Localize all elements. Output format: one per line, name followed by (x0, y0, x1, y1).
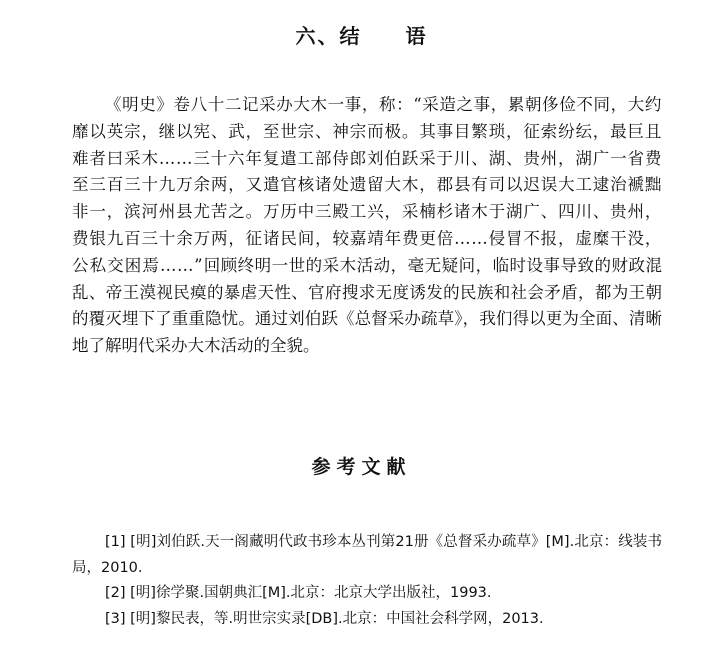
reference-item: [3] [明]黎民表，等.明世宗实录[DB].北京：中国社会科学网，2013. (105, 610, 544, 627)
history-quotation: 《明史》卷八十二记采办大木一事，称：“采造之事，累朝侈俭不同，大约靡以英宗，继以宪、武，至世宗、神宗而极。其事目繁琐，征索纷纭，最巨且难者曰采木……三十六年复遣工部侍郎刘伯跃采于川、湖、贵州，湖广一省费至三百三十九万余两，又遣官核诸处遗留大木，郡县有司以迟误大工逮治褫黜非一，滨河州县尤苦之。万历中三殿工兴，采楠杉诸木于湖广、四川、贵州，费银九百三十余万两，征诸民间，较嘉靖年费更倍……侵冒不报，虚糜干没，公私交困焉……” (72, 95, 662, 275)
commentary-text: 回顾终明一世的采木活动，毫无疑问，临时设事导致的财政混乱、帝王漠视民瘼的暴虐天性、官府搜求无度诱发的民族和社会矛盾，都为王朝的覆灭埋下了重重隐忧。通过刘伯跃《总督采办疏草》，我们得以更为全面、清晰地了解明代采办大木活动的全貌。 (72, 255, 662, 356)
reference-list (72, 530, 662, 632)
reference-item: [1] [明]刘伯跃.天一阁藏明代政书珍本丛刊第21册《总督采办疏草》[M].北京：线装书局，2010. (72, 534, 662, 576)
section-title: 六、结 语 (295, 24, 428, 48)
references-title: 参考文献 (311, 456, 412, 478)
reference-item: [2] [明]徐学聚.国朝典汇[M].北京：北京大学出版社，1993. (105, 585, 492, 601)
conclusion-paragraph (72, 92, 662, 360)
